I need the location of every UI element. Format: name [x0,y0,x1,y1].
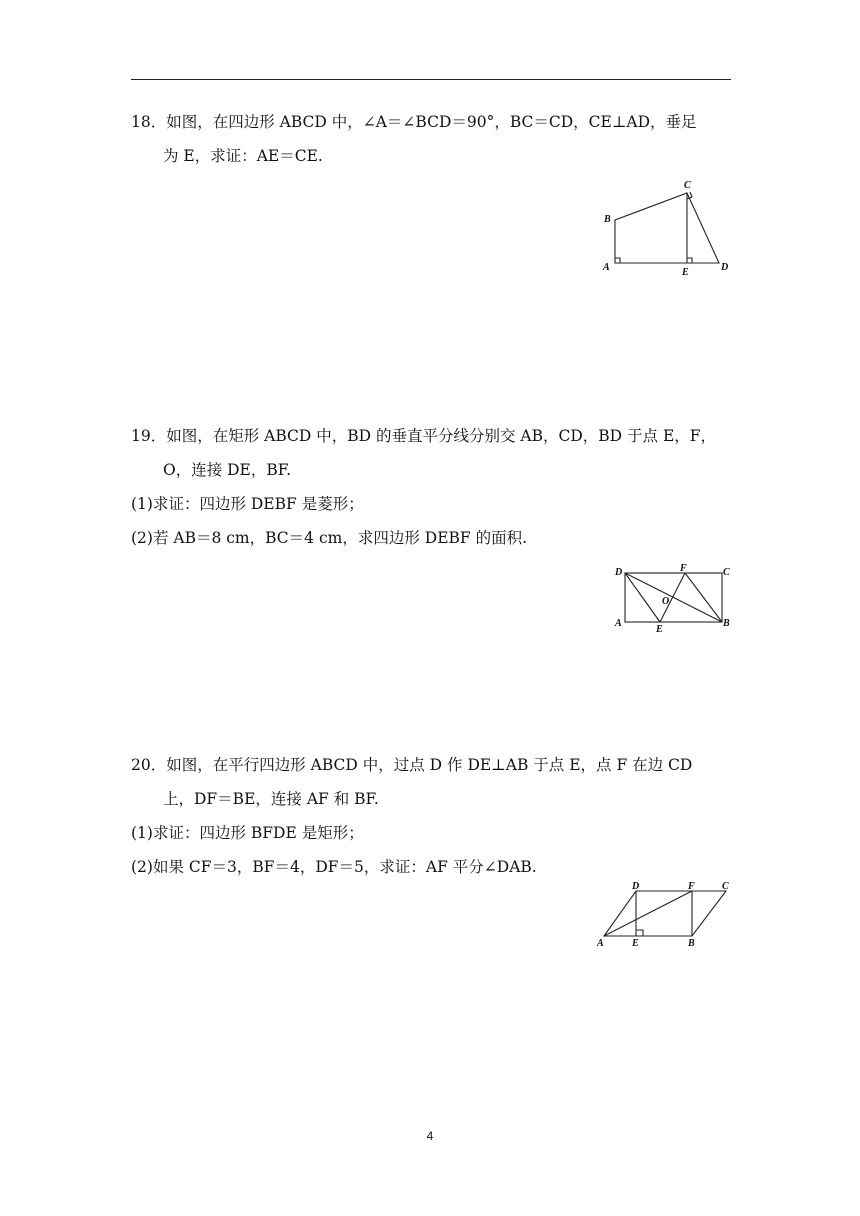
right-angle-e [687,258,692,263]
label-f: F [680,563,687,574]
label-a: A [597,938,604,949]
label-e: E [632,938,639,949]
label-c: C [684,180,691,191]
label-a: A [615,618,622,629]
diagonal-bd [625,573,722,622]
problem-19-line-1: 19．如图，在矩形 ABCD 中，BD 的垂直平分线分别交 AB，CD，BD 于点 E，F， [131,427,717,445]
label-a: A [603,262,610,273]
problem-19-part-1: (1)求证：四边形 DEBF 是菱形； [131,495,364,513]
label-e: E [656,624,663,635]
quadrilateral-abcd [615,193,719,263]
problem-19-part-2: (2)若 AB＝8 cm，BC＝4 cm，求四边形 DEBF 的面积. [131,529,528,547]
problem-20-line-1: 20．如图，在平行四边形 ABCD 中，过点 D 作 DE⊥AB 于点 E，点 F 在边 CD [131,756,693,774]
label-f: F [688,881,695,892]
figure-19 [610,560,740,640]
header-rule [131,79,731,80]
label-d: D [615,567,623,578]
parallelogram-abcd [604,891,726,936]
figure-18 [595,175,740,280]
segment-fb [685,573,722,622]
label-e: E [682,267,689,278]
problem-19-line-2: O，连接 DE，BF. [163,461,292,479]
figure-20 [590,878,740,953]
segment-af [604,891,692,936]
segment-de [625,573,660,622]
label-c: C [723,567,730,578]
label-d: D [632,881,640,892]
page-number: 4 [426,1129,434,1143]
label-b: B [688,938,695,949]
label-o: O [662,596,670,607]
problem-18-line-2: 为 E，求证：AE＝CE. [163,147,323,165]
label-c: C [722,881,729,892]
right-angle-e [636,930,643,936]
problem-20-part-1: (1)求证：四边形 BFDE 是矩形； [131,824,364,842]
label-b: B [604,214,611,225]
problem-18-line-1: 18．如图，在四边形 ABCD 中，∠A＝∠BCD＝90°，BC＝CD，CE⊥AD，垂足 [131,113,697,131]
right-angle-a [615,258,620,263]
label-b: B [723,618,730,629]
problem-20-line-2: 上，DF＝BE，连接 AF 和 BF. [163,790,379,808]
problem-20-part-2: (2)如果 CF＝3，BF＝4，DF＝5，求证：AF 平分∠DAB. [131,858,537,876]
label-d: D [721,262,729,273]
